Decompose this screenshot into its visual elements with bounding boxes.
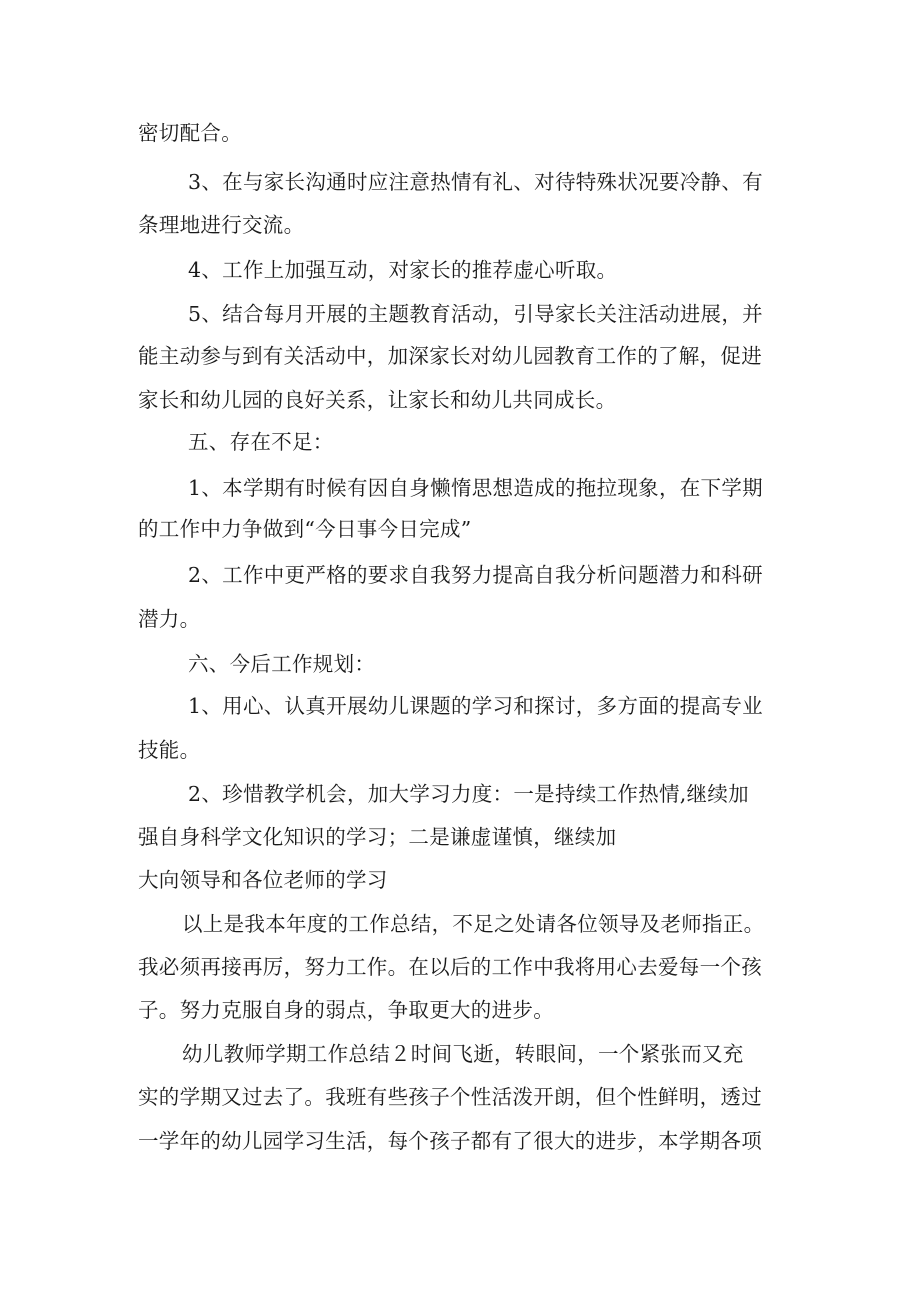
body-text-line: 1、本学期有时候有因自身懒惰思想造成的拖拉现象，在下学期 <box>188 476 763 500</box>
body-text-line: 2、工作中更严格的要求自我努力提高自我分析问题潜力和科研 <box>188 563 763 587</box>
body-text-line: 技能。 <box>138 738 201 762</box>
body-text-line: 条理地进行交流。 <box>138 213 305 237</box>
body-text-line: 我必须再接再厉，努力工作。在以后的工作中我将用心去爱每一个孩 <box>138 955 762 979</box>
body-text-line: 的工作中力争做到“今日事今日完成” <box>138 517 472 541</box>
body-text-line: 3、在与家长沟通时应注意热情有礼、对待特殊状况要冷静、有 <box>188 170 763 194</box>
body-text-line: 子。努力克服自身的弱点，争取更大的进步。 <box>138 998 554 1022</box>
body-text-line: 家长和幼儿园的良好关系，让家长和幼儿共同成长。 <box>138 388 617 412</box>
body-text-line: 密切配合。 <box>138 121 242 145</box>
section-heading: 六、今后工作规划： <box>188 652 376 676</box>
body-text-line: 5、结合每月开展的主题教育活动，引导家长关注活动进展，并 <box>188 302 763 326</box>
body-text-line: 大向领导和各位老师的学习 <box>138 868 388 892</box>
body-text-line: 强自身科学文化知识的学习；二是谦虚谨慎，继续加 <box>138 825 617 849</box>
body-text-line: 能主动参与到有关活动中，加深家长对幼儿园教育工作的了解，促进 <box>138 344 762 368</box>
body-text-line: 实的学期又过去了。我班有些孩子个性活泼开朗，但个性鲜明，透过 <box>138 1085 762 1109</box>
section-heading: 五、存在不足： <box>188 430 334 454</box>
body-text-line: 潜力。 <box>138 607 201 631</box>
body-text-line: 幼儿教师学期工作总结２时间飞逝，转眼间，一个紧张而又充 <box>182 1042 744 1066</box>
body-text-line: 一学年的幼儿园学习生活，每个孩子都有了很大的进步，本学期各项 <box>138 1129 762 1153</box>
body-text-line: 1、用心、认真开展幼儿课题的学习和探讨，多方面的提高专业 <box>188 694 763 718</box>
body-text-line: 2、珍惜教学机会，加大学习力度：一是持续工作热情,继续加 <box>188 782 749 806</box>
body-text-line: 4、工作上加强互动，对家长的推荐虚心听取。 <box>188 258 618 282</box>
body-text-line: 以上是我本年度的工作总结，不足之处请各位领导及老师指正。 <box>182 912 765 936</box>
